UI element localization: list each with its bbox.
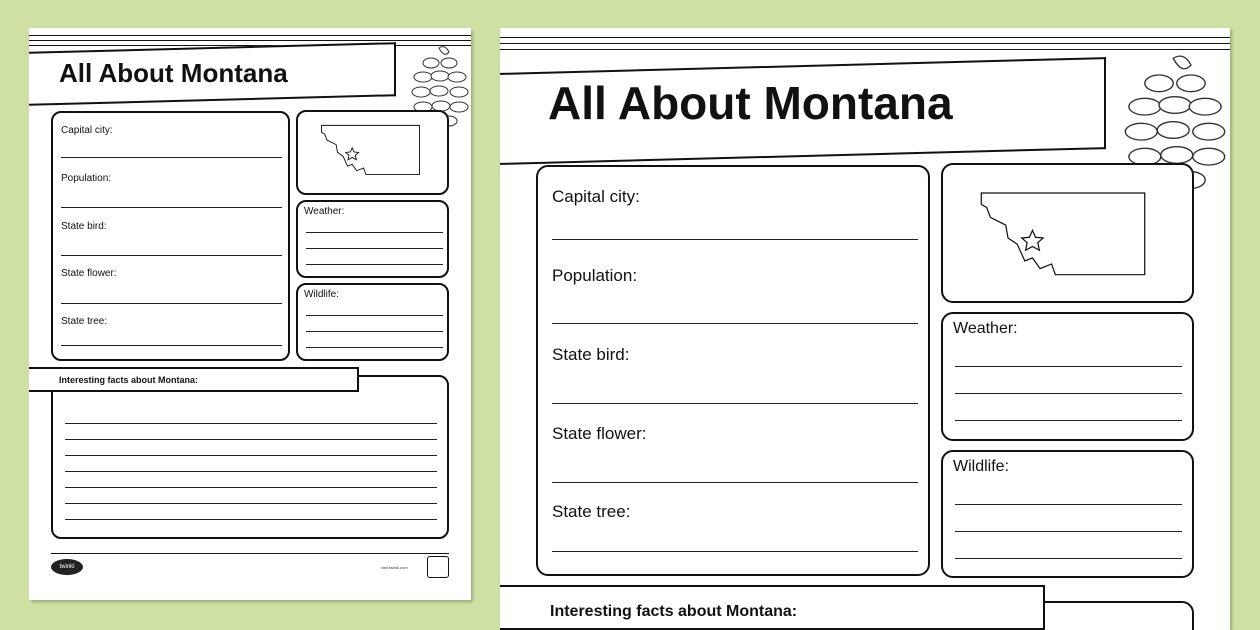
state-flower-label: State flower: [552,424,647,443]
weather-label: Weather: [953,320,1018,337]
wildlife-box [296,283,449,361]
montana-map-icon [318,124,423,179]
write-line[interactable] [61,207,282,208]
write-line[interactable] [955,531,1182,532]
write-line[interactable] [65,519,437,520]
write-line[interactable] [65,487,437,488]
write-line[interactable] [955,504,1182,505]
write-line[interactable] [65,423,437,424]
weather-box [941,312,1194,441]
header-line [500,43,1230,44]
write-line[interactable] [306,347,443,348]
write-line[interactable] [65,503,437,504]
write-line[interactable] [61,157,282,158]
facts-header-label: Interesting facts about Montana: [550,603,798,620]
footer-url: visit twinkl.com [381,565,408,570]
wildlife-label: Wildlife: [304,289,340,300]
state-tree-label: State tree: [552,502,631,521]
write-line[interactable] [61,345,282,346]
header-line [29,35,471,36]
write-line[interactable] [552,403,918,404]
page-title: All About Montana [59,58,288,88]
write-line[interactable] [552,482,918,483]
star-icon [346,148,359,160]
write-line[interactable] [306,248,443,249]
weather-label: Weather: [304,206,345,217]
worksheet-thumbnail [29,28,471,600]
facts-header-label: Interesting facts about Montana: [59,375,199,385]
wildlife-box [941,450,1194,578]
population-label: Population: [61,173,112,184]
state-bird-label: State bird: [61,221,107,232]
montana-map-icon [979,189,1147,284]
write-line[interactable] [306,331,443,332]
star-icon [1022,230,1043,250]
population-label: Population: [552,266,638,285]
write-line[interactable] [552,323,918,324]
wildlife-label: Wildlife: [953,458,1010,475]
state-bird-label: State bird: [552,345,630,364]
write-line[interactable] [61,303,282,304]
badge-icon [427,556,449,578]
write-line[interactable] [306,264,443,265]
write-line[interactable] [552,239,918,240]
header-line [500,37,1230,38]
twinkl-logo: twinkl [51,559,83,575]
state-flower-label: State flower: [61,268,117,279]
write-line[interactable] [306,232,443,233]
header-line [29,40,471,41]
facts-header-band [29,367,359,392]
interesting-facts-box [51,375,449,539]
footer-line [51,553,449,554]
write-line[interactable] [65,455,437,456]
facts-box [51,111,290,361]
write-line[interactable] [61,255,282,256]
map-box [941,163,1194,303]
weather-box [296,200,449,278]
capital-city-label: Capital city: [61,125,113,136]
write-line[interactable] [955,420,1182,421]
capital-city-label: Capital city: [552,187,640,206]
facts-box [536,165,930,576]
write-line[interactable] [955,366,1182,367]
worksheet-zoomed [500,28,1230,630]
facts-header-band [500,585,1045,630]
write-line[interactable] [306,315,443,316]
write-line[interactable] [65,471,437,472]
write-line[interactable] [955,393,1182,394]
page-title: All About Montana [548,77,953,129]
write-line[interactable] [552,551,918,552]
map-box [296,110,449,195]
write-line[interactable] [955,558,1182,559]
write-line[interactable] [65,439,437,440]
state-tree-label: State tree: [61,316,108,327]
